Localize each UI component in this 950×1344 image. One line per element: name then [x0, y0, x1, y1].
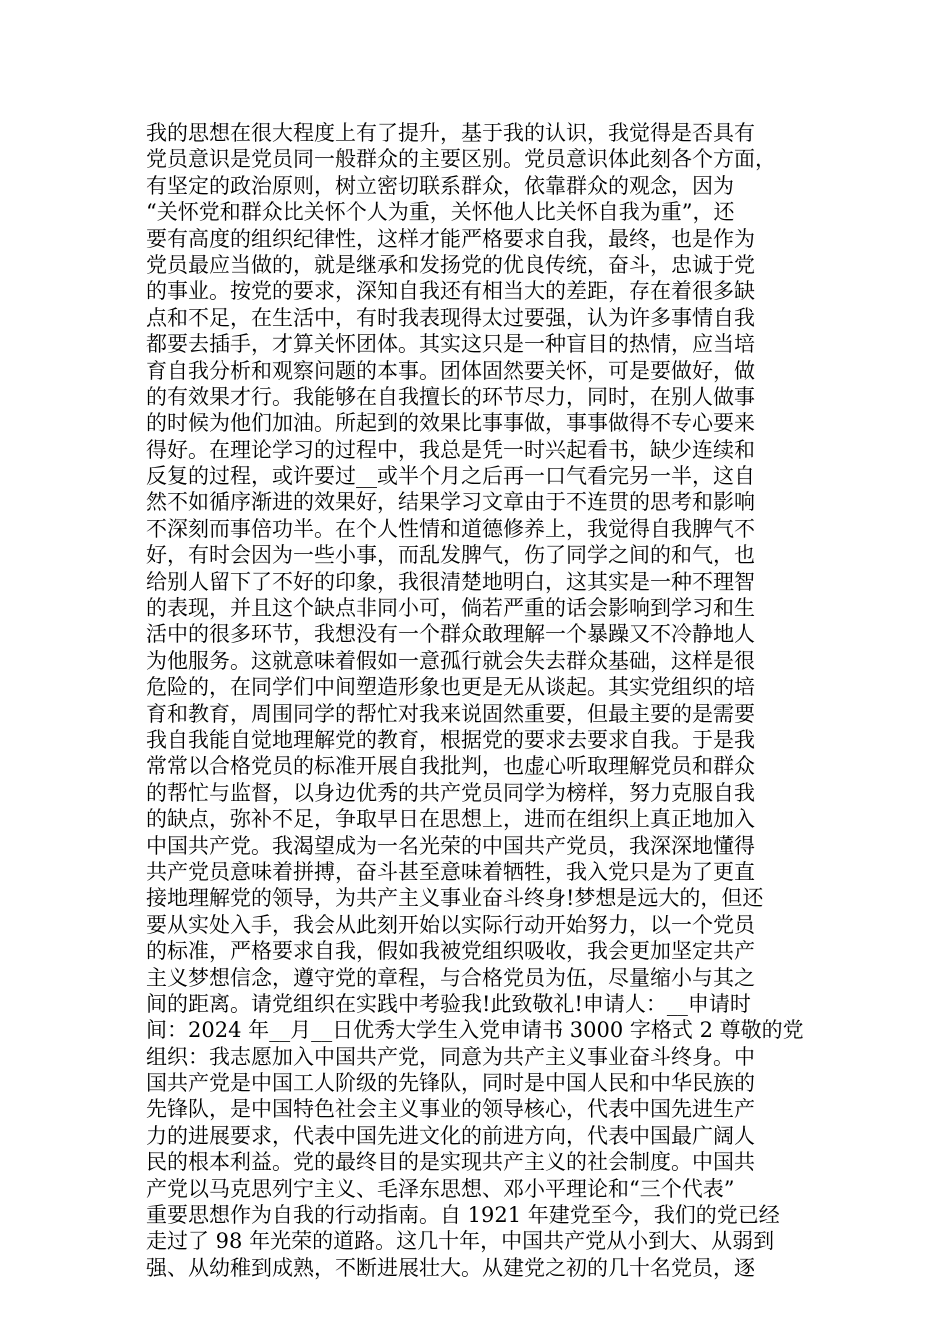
text-line: 育和教育，周围同学的帮忙对我来说固然重要，但最主要的是需要: [146, 701, 755, 726]
text-line: 间的距离。请党组织在实践中考验我!此致敬礼!申请人：__申请时: [146, 991, 751, 1016]
text-line: 要有高度的组织纪律性，这样才能严格要求自我，最终，也是作为: [146, 226, 755, 251]
text-line: 的事业。按党的要求，深知自我还有相当大的差距，存在着很多缺: [146, 279, 755, 304]
text-line: 走过了 98 年光荣的道路。这几十年，中国共产党从小到大、从弱到: [146, 1229, 775, 1254]
text-line: 党员最应当做的，就是继承和发扬党的优良传统，奋斗，忠诚于党: [146, 252, 755, 277]
text-line: 的缺点，弥补不足，争取早日在思想上，进而在组织上真正地加入: [146, 807, 755, 832]
text-line: 产党以马克思列宁主义、毛泽东思想、邓小平理论和“三个代表”: [146, 1176, 735, 1201]
text-line: 的帮忙与监督，以身边优秀的共产党员同学为榜样，努力克服自我: [146, 780, 755, 805]
text-line: 常常以合格党员的标准开展自我批判，也虚心听取理解党员和群众: [146, 754, 755, 779]
text-line: 的有效果才行。我能够在自我擅长的环节尽力，同时，在别人做事: [146, 384, 755, 409]
text-line: 中国共产党。我渴望成为一名光荣的中国共产党员，我深深地懂得: [146, 833, 755, 858]
body-text: [146, 120, 806, 1281]
text-line: 点和不足，在生活中，有时我表现得太过要强，认为许多事情自我: [146, 305, 755, 330]
text-line: 力的进展要求，代表中国先进文化的前进方向，代表中国最广阔人: [146, 1123, 755, 1148]
text-line: 的表现，并且这个缺点非同小可，倘若严重的话会影响到学习和生: [146, 596, 755, 621]
text-line: 为他服务。这就意味着假如一意孤行就会失去群众基础，这样是很: [146, 648, 755, 673]
text-line: 民的根本利益。党的最终目的是实现共产主义的社会制度。中国共: [146, 1150, 755, 1175]
text-line: 危险的，在同学们中间塑造形象也更是无从谈起。其实党组织的培: [146, 675, 755, 700]
text-line: 国共产党是中国工人阶级的先锋队，同时是中国人民和中华民族的: [146, 1071, 755, 1096]
text-line: 强、从幼稚到成熟，不断进展壮大。从建党之初的几十名党员，逐: [146, 1255, 755, 1280]
text-line: 主义梦想信念，遵守党的章程，与合格党员为伍，尽量缩小与其之: [146, 965, 755, 990]
text-line: 的标准，严格要求自我，假如我被党组织吸收，我会更加坚定共产: [146, 939, 755, 964]
text-line: 反复的过程，或许要过__或半个月之后再一口气看完另一半，这自: [146, 464, 755, 489]
text-line: 都要去插手，才算关怀团体。其实这只是一种盲目的热情，应当培: [146, 332, 755, 357]
text-line: 育自我分析和观察问题的本事。团体固然要关怀，可是要做好，做: [146, 358, 755, 383]
text-line: 好，有时会因为一些小事，而乱发脾气，伤了同学之间的和气，也: [146, 543, 755, 568]
text-line: 得好。在理论学习的过程中，我总是凭一时兴起看书，缺少连续和: [146, 437, 755, 462]
text-line: 有坚定的政治原则，树立密切联系群众，依靠群众的观念，因为: [146, 173, 734, 198]
text-line: 党员意识是党员同一般群众的主要区别。党员意识体此刻各个方面，: [146, 147, 776, 172]
text-line: 接地理解党的领导，为共产主义事业奋斗终身!梦想是远大的，但还: [146, 886, 764, 911]
text-line: 然不如循序渐进的效果好，结果学习文章由于不连贯的思考和影响: [146, 490, 755, 515]
text-line: 给别人留下了不好的印象，我很清楚地明白，这其实是一种不理智: [146, 569, 755, 594]
text-line: 的时候为他们加油。所起到的效果比事事做，事事做得不专心要来: [146, 411, 755, 436]
text-line: “关怀党和群众比关怀个人为重，关怀他人比关怀自我为重”，还: [146, 200, 735, 225]
text-line: 组织：我志愿加入中国共产党，同意为共产主义事业奋斗终身。中: [146, 1044, 755, 1069]
text-line: 不深刻而事倍功半。在个人性情和道德修养上，我觉得自我脾气不: [146, 516, 755, 541]
text-line: 活中的很多环节，我想没有一个群众敢理解一个暴躁又不冷静地人: [146, 622, 755, 647]
text-line: 先锋队，是中国特色社会主义事业的领导核心，代表中国先进生产: [146, 1097, 755, 1122]
text-line: 重要思想作为自我的行动指南。自 1921 年建党至今，我们的党已经: [146, 1203, 780, 1228]
text-line: 间：2024 年__月__日优秀大学生入党申请书 3000 字格式 2 尊敬的党: [146, 1018, 804, 1043]
text-line: 我的思想在很大程度上有了提升，基于我的认识，我觉得是否具有: [146, 121, 755, 145]
text-line: 要从实处入手，我会从此刻开始以实际行动开始努力，以一个党员: [146, 912, 755, 937]
text-line: 共产党员意味着拼搏，奋斗甚至意味着牺牲，我入党只是为了更直: [146, 859, 755, 884]
text-line: 我自我能自觉地理解党的教育，根据党的要求去要求自我。于是我: [146, 727, 755, 752]
